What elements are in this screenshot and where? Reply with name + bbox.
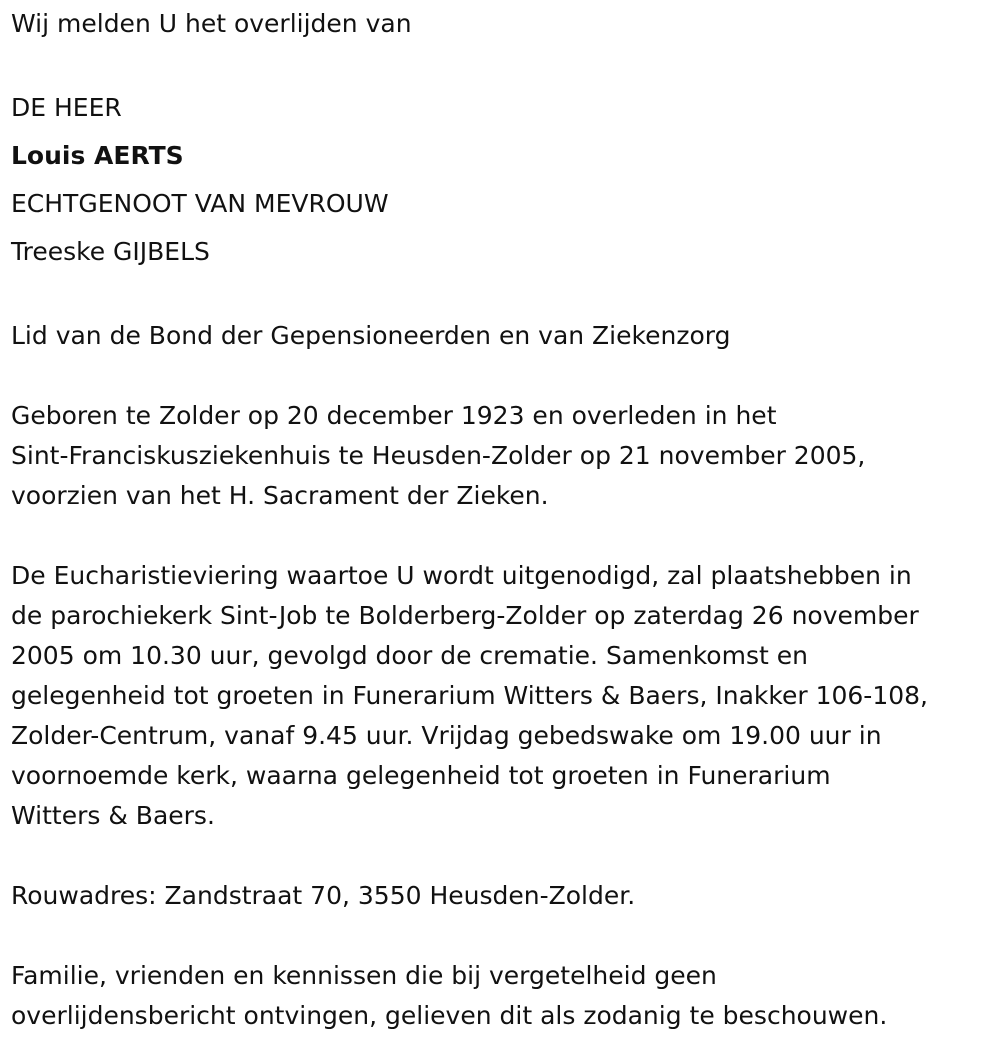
section-spacer xyxy=(11,276,1000,316)
mourning-address: Rouwadres: Zandstraat 70, 3550 Heusden-Zolder. xyxy=(11,881,636,910)
service-line: de parochiekerk Sint-Job te Bolderberg-Zolder op zaterdag 26 november xyxy=(11,601,919,630)
closing-line: Familie, vrienden en kennissen die bij vergetelheid geen xyxy=(11,961,717,990)
spouse-label: ECHTGENOOT VAN MEVROUW xyxy=(11,189,389,218)
service-line: gelegenheid tot groeten in Funerarium Witters & Baers, Inakker 106-108, xyxy=(11,681,928,710)
birth-death-line: voorzien van het H. Sacrament der Zieken. xyxy=(11,481,549,510)
section-spacer xyxy=(11,356,1000,396)
closing-line: overlijdensbericht ontvingen, gelieven dit als zodanig te beschouwen. xyxy=(11,1001,888,1030)
birth-death-line: Sint-Franciskusziekenhuis te Heusden-Zolder op 21 november 2005, xyxy=(11,441,866,470)
spouse-name: Treeske GIJBELS xyxy=(11,237,210,266)
closing-paragraph xyxy=(11,956,1000,1036)
membership-text: Lid van de Bond der Gepensioneerden en van Ziekenzorg xyxy=(11,321,731,350)
intro-text: Wij melden U het overlijden van xyxy=(11,9,412,38)
service-line: Zolder-Centrum, vanaf 9.45 uur. Vrijdag gebedswake om 19.00 uur in xyxy=(11,721,882,750)
service-line: 2005 om 10.30 uur, gevolgd door de crematie. Samenkomst en xyxy=(11,641,808,670)
service-line: De Eucharistieviering waartoe U wordt uitgenodigd, zal plaatshebben in xyxy=(11,561,912,590)
section-spacer xyxy=(11,836,1000,876)
deceased-heading xyxy=(11,84,1000,276)
birth-death-line: Geboren te Zolder op 20 december 1923 en overleden in het xyxy=(11,401,777,430)
deceased-title: DE HEER xyxy=(11,93,122,122)
service-line: voornoemde kerk, waarna gelegenheid tot groeten in Funerarium xyxy=(11,761,831,790)
section-spacer xyxy=(11,516,1000,556)
birth-death-paragraph xyxy=(11,396,1000,516)
service-paragraph xyxy=(11,556,1000,836)
section-spacer xyxy=(11,44,1000,84)
section-spacer xyxy=(11,916,1000,956)
deceased-name: Louis AERTS xyxy=(11,141,184,170)
service-line: Witters & Baers. xyxy=(11,801,215,830)
